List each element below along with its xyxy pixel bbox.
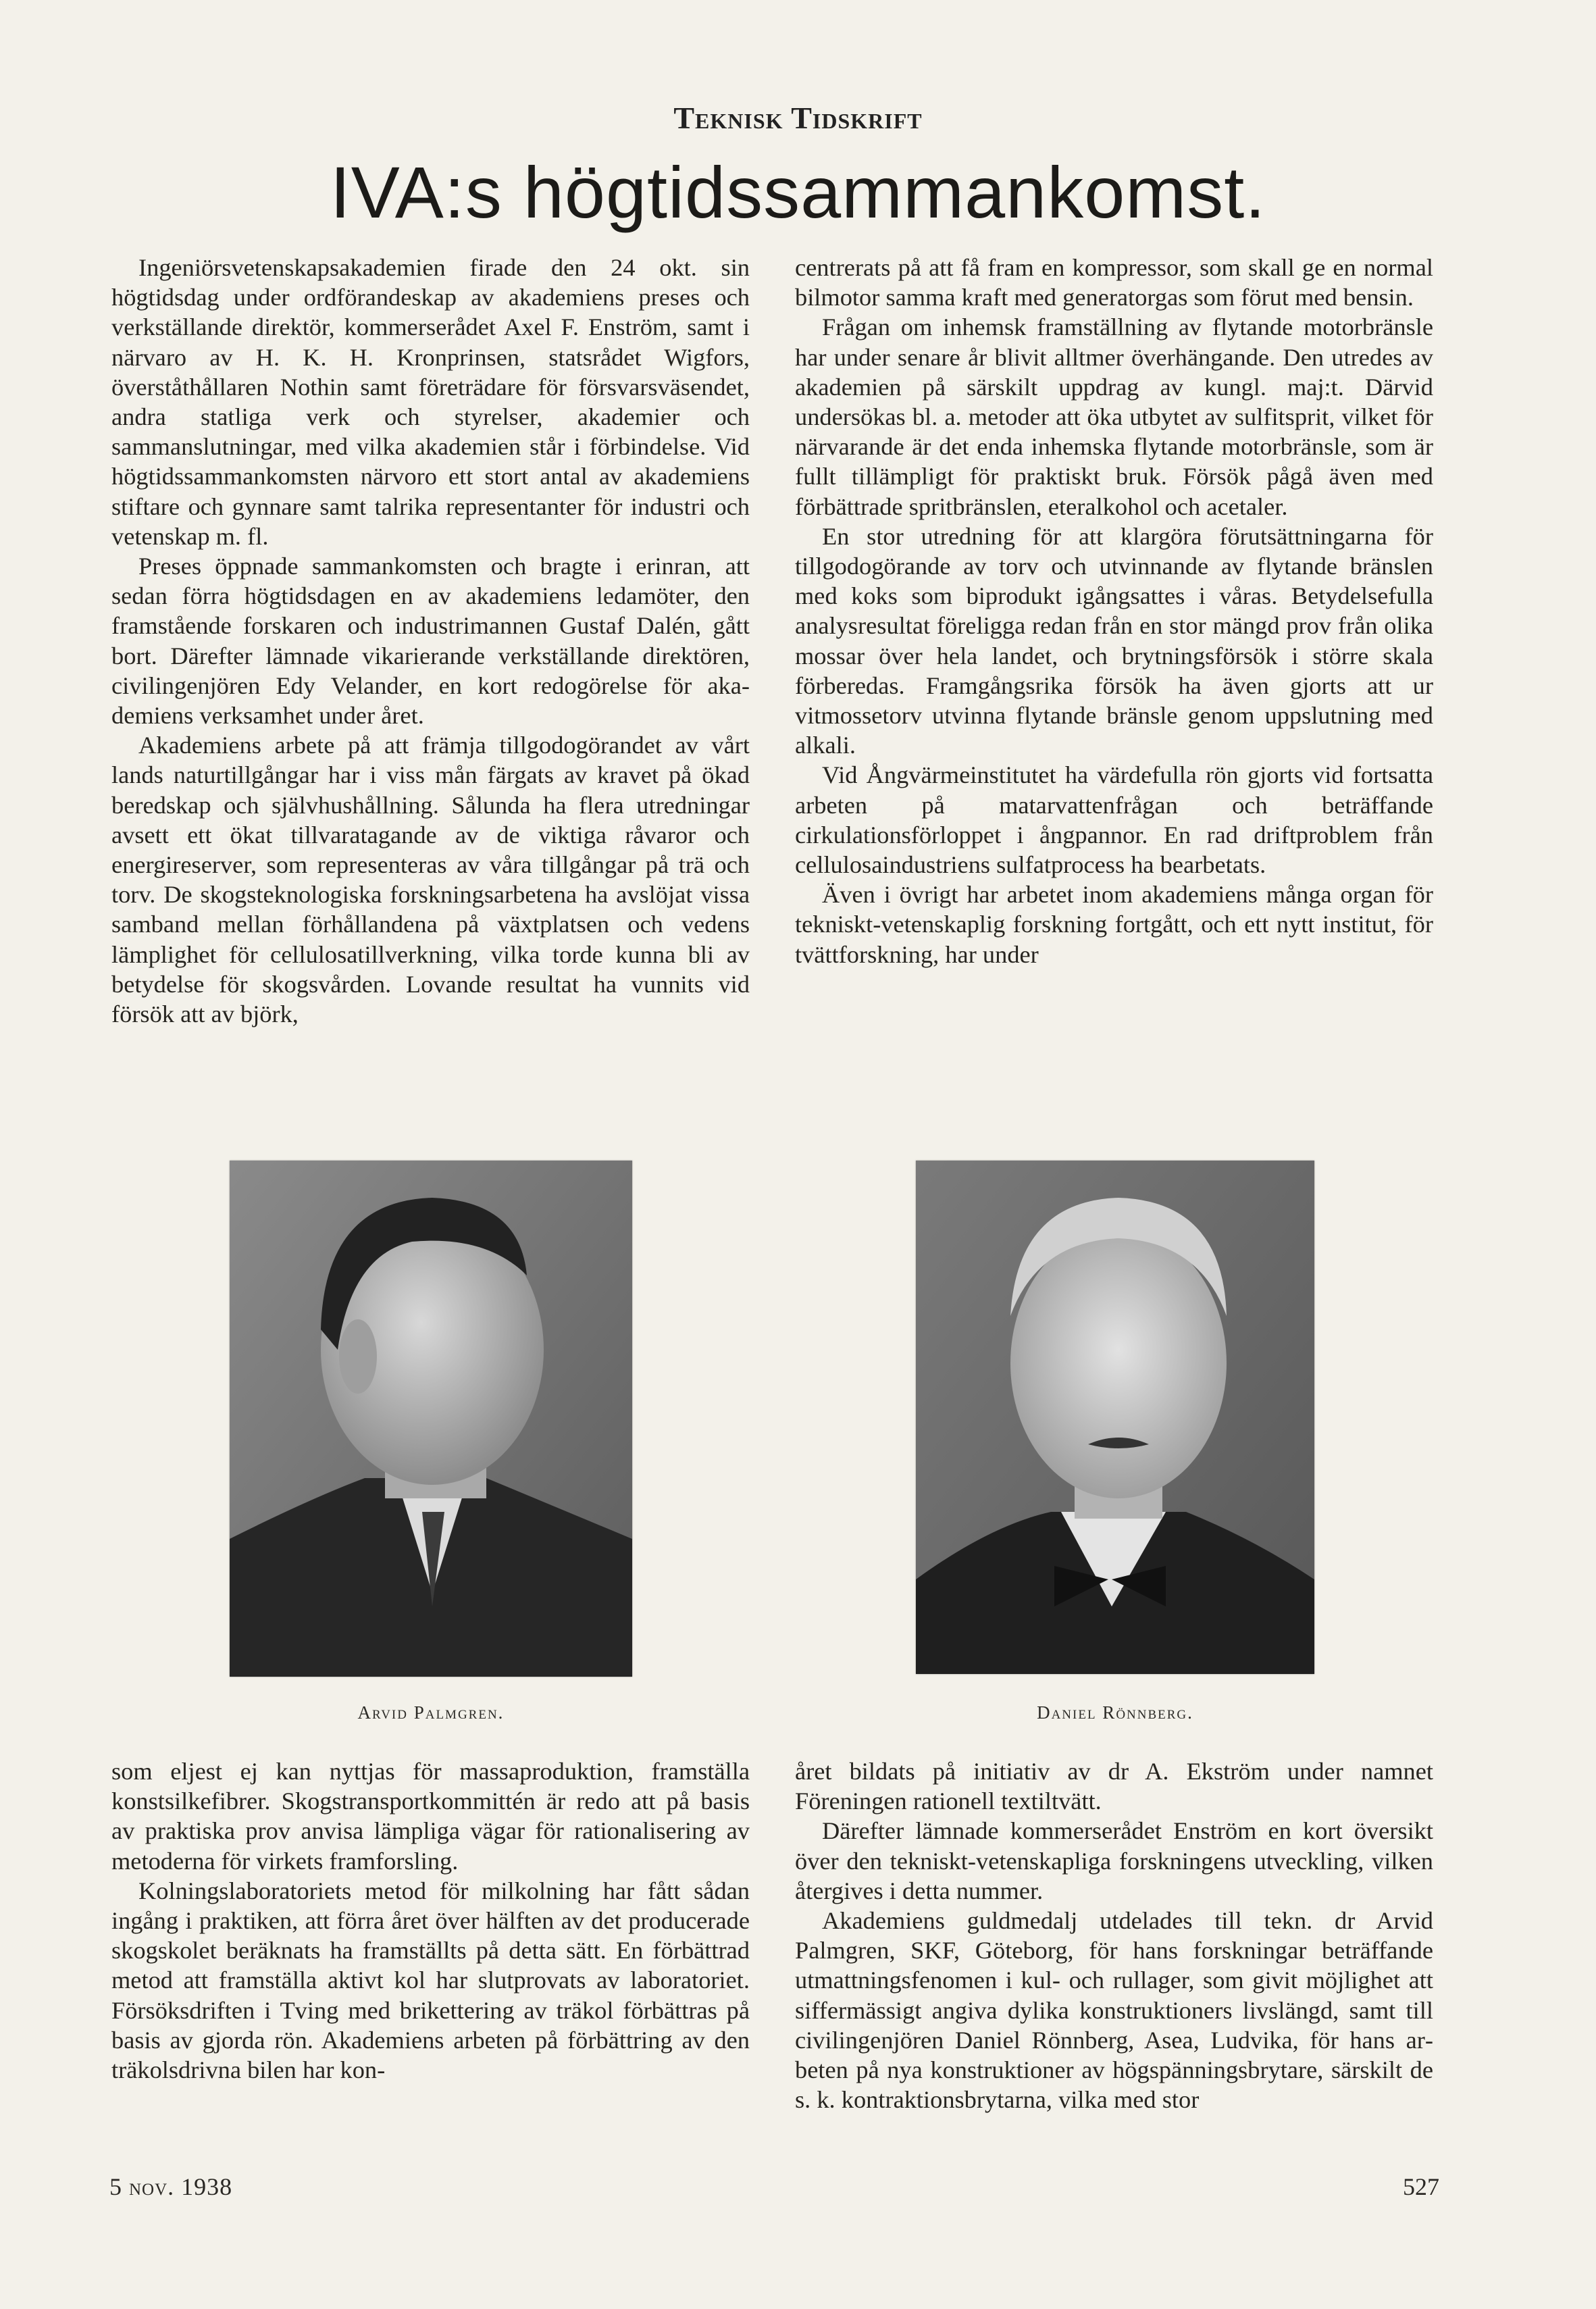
photo-caption: Daniel Rönnberg. <box>1037 1702 1193 1723</box>
paragraph: Preses öppnade sammankomsten och bragte i erinran, att sedan förra högtidsdagen en av akademiens ledamöter, den framstående forskaren och industrimannen Gustaf Dalén, gått bort. Därefter lämnade vikarierande verkställande direktören, civilingenjören Edy Velander, en kort redogörelse för akademiens verksamhet under året. <box>111 553 750 730</box>
paragraph: Även i övrigt har arbetet inom akademiens många organ för tekniskt-vetenskaplig forskning fortgått, och ett nytt institut, för tvättforskning, har under <box>795 881 1433 968</box>
issue-date: 5 nov. 1938 <box>109 2173 233 2200</box>
paragraph: Vid Ångvärmeinstitutet ha värdefulla rön gjorts vid fortsatta arbeten på matarvattenfrågan och beträffande cirkulationsförloppet i ångpannor. En rad driftproblem från cellulosaindustriens sulfatprocess ha bearbetats. <box>795 761 1433 879</box>
text-column-4 <box>795 1756 1433 2114</box>
article-title: IVA:s högtidssammankomst. <box>330 151 1266 233</box>
paragraph: Ingeniörsvetenskapsakademien firade den 24 okt. sin högtidsdag under ordförandeskap av akademiens preses och verkställande direktör, kommerserådet Axel F. Enström, samt i närvaro av H. K. H. Kronprinsen, statsrådet Wigfors, överståthållaren Nothin samt företrädare för försvarsväsendet, andra statliga verk och styrelser, akademier och sammanslutningar, med vilka akademien står i förbindelse. Vid högtidssammankomsten närvoro ett stort antal av akademiens stiftare och gynnare samt talrika representanter för industri och vetenskap m. fl. <box>111 254 750 550</box>
portrait-photo-ronnberg <box>916 1161 1314 1674</box>
paragraph: Frågan om inhemsk framställning av flytande motorbränsle har under senare år blivit alltmer överhängande. Den utredes av akademien på särskilt uppdrag av kungl. maj:t. Därvid undersökas bl. a. metoder att öka utbytet av sulfitsprit, vilket för närvarande är det enda inhemska flytande motorbränsle, som är fullt tillämpligt för praktiskt bruk. Försök pågå även med förbättrade spritbränslen, eteralkohol och acetaler. <box>795 313 1433 520</box>
paragraph: En stor utredning för att klargöra förutsättningarna för tillgodogörande av torv och utvinnande av flytande bränslen med koks som biprodukt igångsattes i våras. Betydelsefulla analysresultat föreligga redan från en stor mängd prov från olika mossar över hela landet, och brytningsförsök i större skala förberedas. Framgångsrika försök ha även gjorts att ur vitmossetorv utvinna flytande bränsle genom uppslutning med alkali. <box>795 522 1433 759</box>
text-column-1 <box>111 253 750 1029</box>
page-number: 527 <box>1403 2173 1439 2200</box>
paragraph: centrerats på att få fram en kompressor, som skall ge en normal bilmotor samma kraft med generatorgas som förut med bensin. <box>795 254 1433 311</box>
paragraph: som eljest ej kan nyttjas för massaproduktion, framställa konstsilkefibrer. Skogstransportkommittén är redo att på basis av praktiska prov anvisa lämpliga vägar för rationalisering av metoderna för virkets framforsling. <box>111 1758 750 1875</box>
portrait-photo-palmgren <box>230 1161 632 1677</box>
paragraph: Därefter lämnade kommerserådet Enström en kort översikt över den tekniskt-vetenskapliga forskningens utveckling, vilken återgives i detta nummer. <box>795 1817 1433 1904</box>
paragraph: Akademiens guldmedalj utdelades till tekn. dr Arvid Palmgren, SKF, Göteborg, för hans forskningar beträffande utmattningsfenomen i kul- och rullager, som givit möjlighet att siffermässigt angiva dylika konstruktioners livslängd, samt till civilingenjören Daniel Rönnberg, Asea, Ludvika, för hans arbeten på nya konstruktioner av högspänningsbrytare, särskilt de s. k. kontraktionsbrytarna, vilka med stor <box>795 1907 1433 2114</box>
paragraph: Kolningslaboratoriets metod för milkolning har fått sådan ingång i praktiken, att förra året över hälften av det producerade skogskolet beräknats ha framställts på detta sätt. En förbättrad metod att framställa aktivt kol har slutprovats av laboratoriet. Försöksdriften i Tving med brikettering av träkol förbättras på basis av gjorda rön. Akademiens arbeten på förbättring av den träkolsdrivna bilen har kon- <box>111 1877 750 2084</box>
paragraph: året bildats på initiativ av dr A. Ekström under namnet Föreningen rationell textiltvätt. <box>795 1758 1433 1815</box>
text-column-2 <box>795 253 1433 969</box>
paragraph: Akademiens arbete på att främja tillgodogörandet av vårt lands naturtillgångar har i viss mån färgats av kravet på ökad beredskap och självhushållning. Sålunda ha flera utredningar avsett ett ökat tillvaratagande av de viktiga råvaror och energireserver, som representeras av våra tillgångar på trä och torv. De skogsteknologiska forskningsarbetena ha avslöjat vissa samband mellan förhållandena på växtplatsen och vedens lämplighet för cellulosatillverkning, vilka torde kunna bli av betydelse för skogsvården. Lovande resultat ha vunnits vid försök att av björk, <box>111 732 750 1028</box>
journal-name: Teknisk Tidskrift <box>673 101 923 135</box>
photo-caption: Arvid Palmgren. <box>357 1702 505 1723</box>
text-column-3 <box>111 1756 750 2085</box>
